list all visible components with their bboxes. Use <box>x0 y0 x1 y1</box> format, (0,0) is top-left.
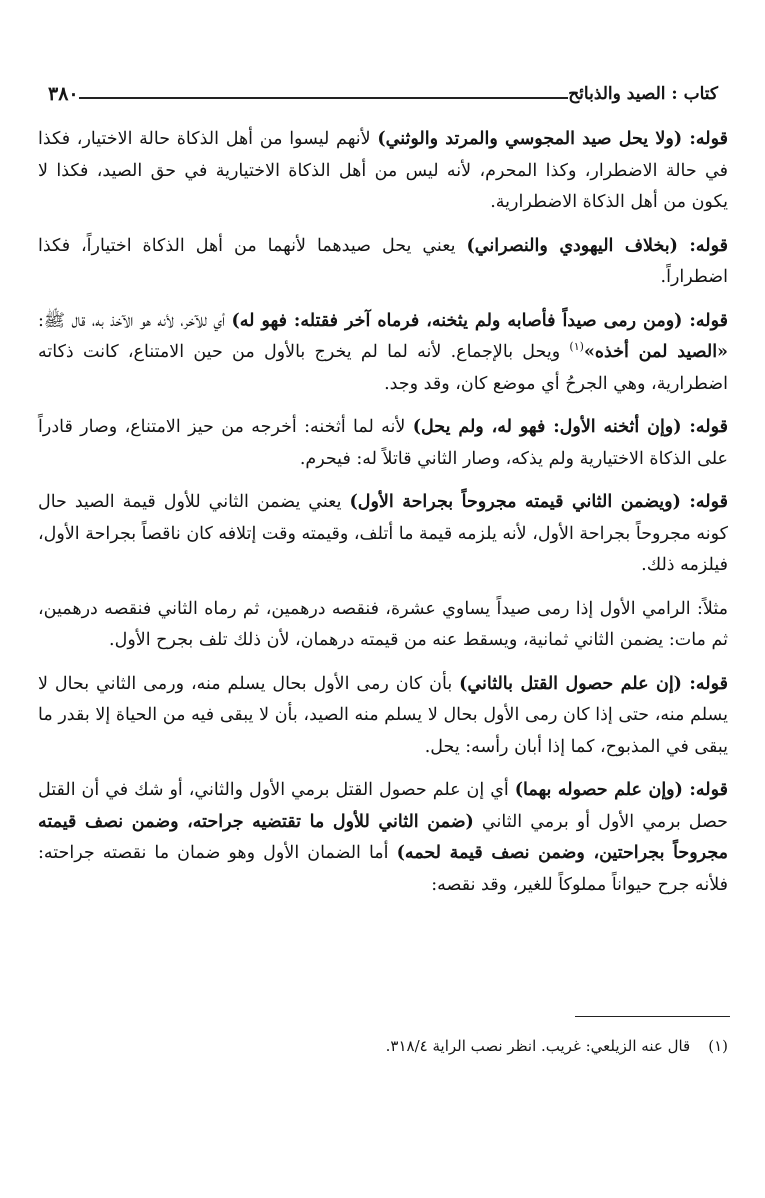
paragraph <box>38 412 728 475</box>
commentary-text: يعني يحل صيدهما لأنهما من أهل الذكاة اختياراً، فكذا اضطراراً. <box>38 235 728 287</box>
commentary-text: أي للآخر، لأنه هو الآخذ به، قال ﷺ: <box>38 310 232 331</box>
paragraph-lead: قوله: <box>680 492 728 512</box>
matn-quote: (وإن علم حصوله بهما) <box>514 780 683 800</box>
paragraph-lead: قوله: <box>681 417 728 437</box>
paragraph <box>38 669 728 764</box>
paragraph <box>38 775 728 901</box>
matn-quote: (ومن رمى صيداً فأصابه ولم يثخنه، فرماه آخر فقتله: فهو له) <box>231 310 683 331</box>
footnote-text: قال عنه الزيلعي: غريب. انظر نصب الراية ٣١٨/٤. <box>385 1037 691 1055</box>
paragraph-lead: قوله: <box>682 129 728 149</box>
paragraph-lead: قوله: <box>677 235 728 256</box>
matn-quote: (ضمن الثاني للأول ما تقتضيه جراحته، وضمن نصف قيمته مجروحاً بجراحتين، وضمن نصف قيمة لحمه) <box>38 811 728 863</box>
commentary-text: لأنهم ليسوا من أهل الذكاة حالة الاختيار، فكذا في حالة الاضطرار، وكذا المحرم، لأنه ليس من أهل الذكاة الاختيارية في حق الصيد، فكذا لا يكون من أهل الذكاة الاضطرارية. <box>38 129 728 212</box>
footnote-number: (١) <box>708 1037 728 1055</box>
footnote-ref[interactable]: (١) <box>569 340 584 354</box>
footnote-rule <box>575 1016 730 1017</box>
paragraph <box>38 124 728 219</box>
matn-quote: (إن علم حصول القتل بالثاني) <box>459 673 682 694</box>
commentary-text: لأنه لما أثخنه: أخرجه من حيز الامتناع، وصار قادراً على الذكاة الاختيارية ولم يذكه، وصار الثاني قاتلاً له: فيحرم. <box>38 417 728 469</box>
paragraph <box>38 487 728 582</box>
commentary-text: أي إن علم حصول القتل برمي الأول والثاني، أو شك في أن القتل حصل برمي الأول أو برمي الثاني <box>38 780 728 832</box>
running-title: كتاب : الصيد والذبائح <box>568 84 718 104</box>
matn-quote: (وإن أثخنه الأول: فهو له، ولم يحل) <box>412 417 682 437</box>
commentary-text: أما الضمان الأول وهو ضمان ما نقصته جراحته: فلأنه جرح حيواناً مملوكاً للغير، وقد نقصه: <box>38 843 728 895</box>
hadith-quote: «الصيد لمن أخذه» <box>583 342 728 362</box>
matn-quote: (ويضمن الثاني قيمته مجروحاً بجراحة الأول) <box>349 492 681 512</box>
paragraph-lead: قوله: <box>682 310 728 331</box>
header-rule <box>79 97 569 99</box>
paragraph <box>38 231 728 294</box>
body-text <box>38 124 728 913</box>
page-number: ٣٨٠ <box>48 83 79 105</box>
matn-quote: (ولا يحل صيد المجوسي والمرتد والوثني) <box>377 129 683 149</box>
footnote <box>38 1034 728 1058</box>
paragraph <box>38 594 728 657</box>
paragraph-lead: قوله: <box>682 780 728 800</box>
matn-quote: (بخلاف اليهودي والنصراني) <box>466 235 678 256</box>
commentary-text: يعني يضمن الثاني للأول قيمة الصيد حال كونه مجروحاً بجراحة الأول، لأنه يلزمه قيمة ما أتلف، وقيمته وقت إتلافه كان ناقصاً بجراحة الأول، فيلزمه ذلك. <box>38 492 728 575</box>
paragraph <box>38 306 728 401</box>
page-header <box>38 80 728 108</box>
paragraph-lead: قوله: <box>681 673 728 694</box>
commentary-text: مثلاً: الرامي الأول إذا رمى صيداً يساوي عشرة، فنقصه درهمين، ثم رماه الثاني فنقصه درهمين، ثم مات: يضمن الثاني ثمانية، ويسقط عنه من قيمته درهمان، لأن ذلك تلف بجرح الأول. <box>38 598 728 650</box>
commentary-text: بأن كان رمى الأول بحال يسلم منه، ورمى الثاني بحال لا يسلم منه، حتى إذا كان رمى الأول بحال لا يسلم منه الصيد، بأن لا يبقى فيه من الحياة إلا بقدر ما يبقى في المذبوح، كما إذا أبان رأسه: يحل. <box>38 673 728 757</box>
commentary-text: ويحل بالإجماع. لأنه لما لم يخرج بالأول من حين الامتناع، كانت ذكاته اضطرارية، وهي الجرحُ أي موضع كان، وقد وجد. <box>38 342 728 394</box>
